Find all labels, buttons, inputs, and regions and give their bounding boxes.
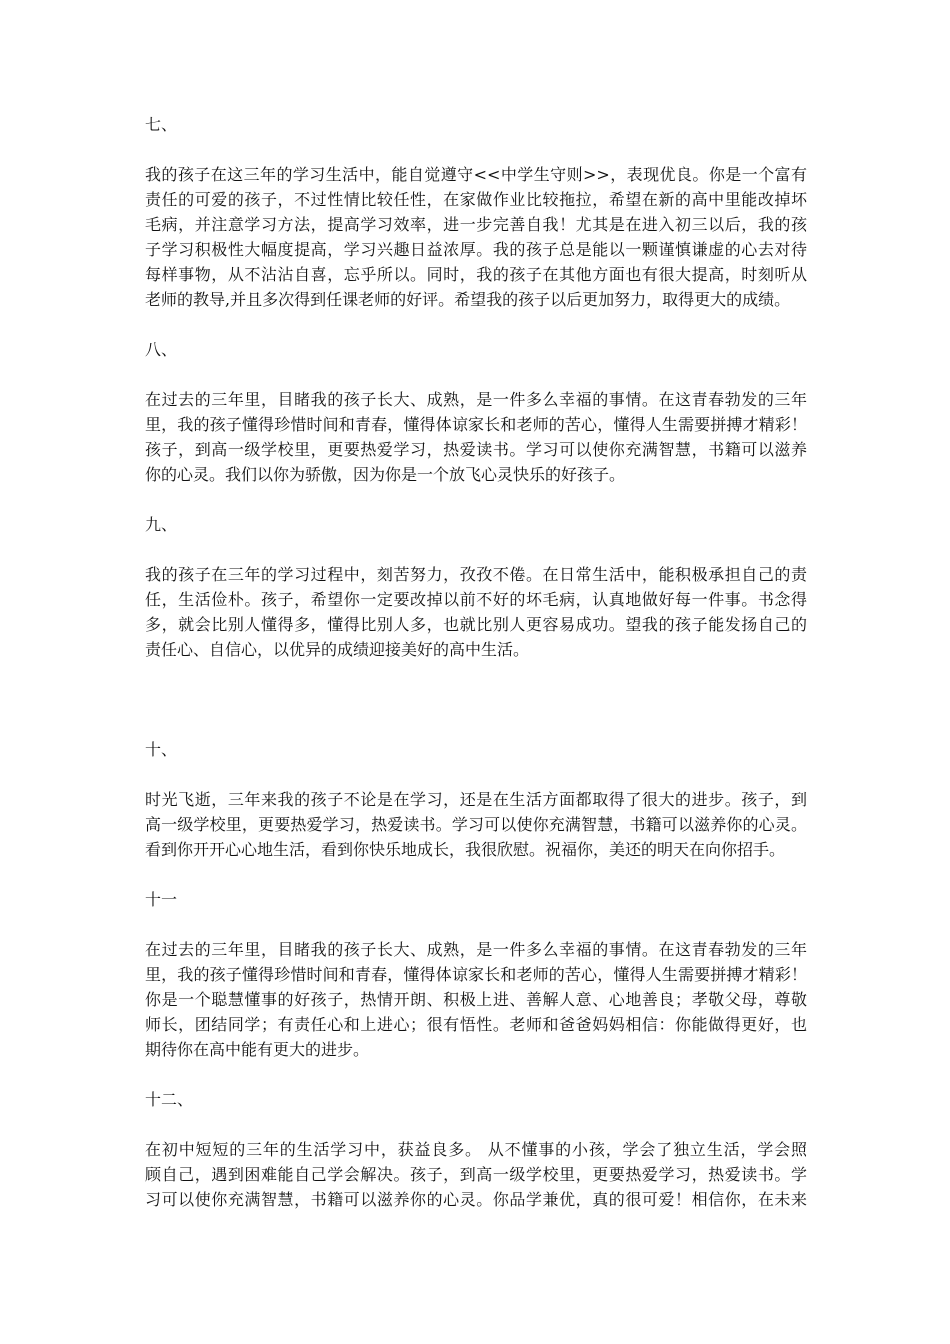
paragraph-line: 你是一个聪慧懂事的好孩子，热情开朗、积极上进、善解人意、心地善良；孝敬父母，尊敬	[145, 990, 807, 1009]
section-heading-7: 七、	[145, 115, 178, 134]
paragraph-line: 师长，团结同学；有责任心和上进心；很有悟性。老师和爸爸妈妈相信：你能做得更好，也	[145, 1015, 807, 1034]
paragraph-line: 里，我的孩子懂得珍惜时间和青春，懂得体谅家长和老师的苦心，懂得人生需要拼搏才精彩！	[145, 415, 807, 434]
section-paragraph-12	[145, 1137, 807, 1212]
paragraph-line: 看到你开开心心地生活，看到你快乐地成长，我很欣慰。祝福你，美还的明天在向你招手。	[145, 840, 786, 859]
paragraph-line: 多，就会比别人懂得多，懂得比别人多，也就比别人更容易成功。望我的孩子能发扬自己的	[145, 615, 807, 634]
section-paragraph-7	[145, 162, 807, 312]
blank-space	[145, 687, 807, 737]
section-heading-12: 十二、	[145, 1090, 194, 1109]
paragraph-line: 任，生活俭朴。孩子，希望你一定要改掉以前不好的坏毛病，认真地做好每一件事。书念得	[145, 590, 807, 609]
paragraph-line: 老师的教导,并且多次得到任课老师的好评。希望我的孩子以后更加努力，取得更大的成绩。	[145, 290, 791, 309]
paragraph-line: 里，我的孩子懂得珍惜时间和青春，懂得体谅家长和老师的苦心，懂得人生需要拼搏才精彩！	[145, 965, 807, 984]
paragraph-line: 责任心、自信心，以优异的成绩迎接美好的高中生活。	[145, 640, 530, 659]
paragraph-line: 时光飞逝，三年来我的孩子不论是在学习，还是在生活方面都取得了很大的进步。孩子，到	[145, 790, 807, 809]
paragraph-line: 孩子，到高一级学校里，更要热爱学习，热爱读书。学习可以使你充满智慧，书籍可以滋养	[145, 440, 807, 459]
paragraph-line: 你的心灵。我们以你为骄傲，因为你是一个放飞心灵快乐的好孩子。	[145, 465, 626, 484]
section-paragraph-8	[145, 387, 807, 487]
section-paragraph-11	[145, 937, 807, 1062]
paragraph-line: 高一级学校里，更要热爱学习，热爱读书。学习可以使你充满智慧，书籍可以滋养你的心灵。	[145, 815, 807, 834]
paragraph-line: 子学习积极性大幅度提高，学习兴趣日益浓厚。我的孩子总是能以一颗谨慎谦虚的心去对待	[145, 240, 807, 259]
section-heading-9: 九、	[145, 515, 178, 534]
section-heading-8: 八、	[145, 340, 178, 359]
paragraph-line: 在过去的三年里，目睹我的孩子长大、成熟，是一件多么幸福的事情。在这青春勃发的三年	[145, 390, 807, 409]
paragraph-line: 毛病，并注意学习方法，提高学习效率，进一步完善自我！尤其是在进入初三以后，我的孩	[145, 215, 807, 234]
document-body	[145, 112, 807, 1237]
paragraph-line: 期待你在高中能有更大的进步。	[145, 1040, 370, 1059]
paragraph-line: 我的孩子在这三年的学习生活中，能自觉遵守<<中学生守则>>，表现优良。你是一个富有	[145, 165, 807, 184]
paragraph-line: 顾自己，遇到困难能自己学会解决。孩子，到高一级学校里，更要热爱学习，热爱读书。学	[145, 1165, 807, 1184]
section-heading-11: 十一	[145, 890, 178, 909]
section-paragraph-10	[145, 787, 807, 862]
paragraph-line: 在过去的三年里，目睹我的孩子长大、成熟，是一件多么幸福的事情。在这青春勃发的三年	[145, 940, 807, 959]
paragraph-line: 每样事物，从不沾沾自喜，忘乎所以。同时，我的孩子在其他方面也有很大提高，时刻听从	[145, 265, 807, 284]
paragraph-line: 习可以使你充满智慧，书籍可以滋养你的心灵。你品学兼优，真的很可爱！相信你，在未来	[145, 1190, 807, 1209]
paragraph-line: 我的孩子在三年的学习过程中，刻苦努力，孜孜不倦。在日常生活中，能积极承担自己的责	[145, 565, 807, 584]
section-paragraph-9	[145, 562, 807, 662]
paragraph-line: 在初中短短的三年的生活学习中，获益良多。 从不懂事的小孩，学会了独立生活，学会照	[145, 1140, 807, 1159]
paragraph-line: 责任的可爱的孩子，不过性情比较任性，在家做作业比较拖拉，希望在新的高中里能改掉坏	[145, 190, 807, 209]
section-heading-10: 十、	[145, 740, 178, 759]
